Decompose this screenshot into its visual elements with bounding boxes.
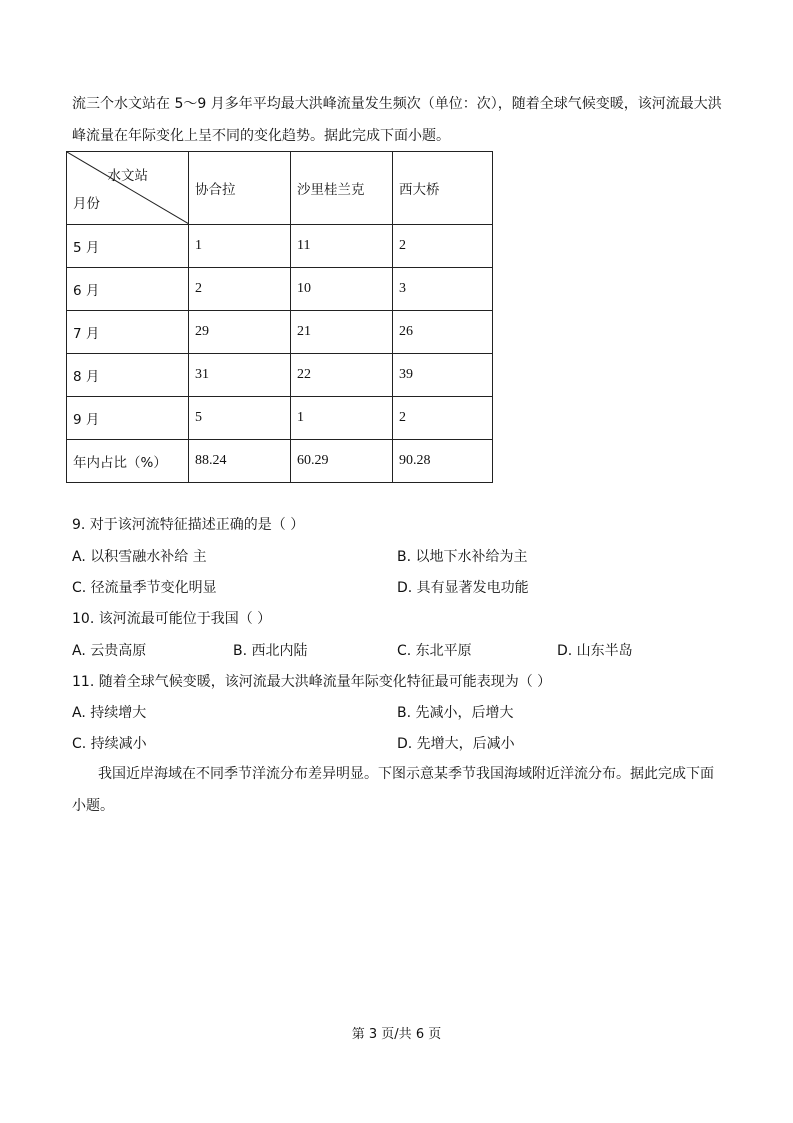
corner-label-station: 水文站 [107,168,148,184]
corner-label-month: 月份 [73,196,100,212]
question-10-option-c: C. 东北平原 [397,643,472,659]
station-header: 沙里桂兰克 [291,152,393,225]
table-cell: 88.24 [189,440,291,483]
row-label: 7 月 [67,311,189,354]
table-cell: 3 [393,268,493,311]
table-row [67,440,493,483]
question-10-option-d: D. 山东半岛 [557,643,633,659]
table-cell: 60.29 [291,440,393,483]
question-11-option-c: C. 持续减小 [72,736,147,752]
intro-line-1: 流三个水文站在 5～9 月多年平均最大洪峰流量发生频次（单位：次），随着全球气候变暖，该河流最大洪 [72,96,722,112]
passage-line-2: 小题。 [72,798,114,814]
passage-line-1: 我国近岸海域在不同季节洋流分布差异明显。下图示意某季节我国海域附近洋流分布。据此完成下面 [98,766,714,782]
diagonal-divider [67,152,189,224]
table-row [67,268,493,311]
table-cell: 2 [393,397,493,440]
question-9-option-c: C. 径流量季节变化明显 [72,580,217,596]
table-cell: 1 [189,225,291,268]
table-cell: 11 [291,225,393,268]
question-9-option-d: D. 具有显著发电功能 [397,580,529,596]
table-cell: 10 [291,268,393,311]
table-row [67,397,493,440]
row-label: 9 月 [67,397,189,440]
table-cell: 39 [393,354,493,397]
question-11-option-d: D. 先增大，后减小 [397,736,515,752]
question-11-option-b: B. 先减小，后增大 [397,705,514,721]
table-cell: 26 [393,311,493,354]
table-cell: 1 [291,397,393,440]
station-header: 西大桥 [393,152,493,225]
table-row [67,225,493,268]
table-header-row [67,152,493,225]
station-header: 协合拉 [189,152,291,225]
row-label: 8 月 [67,354,189,397]
table-cell: 22 [291,354,393,397]
question-11-option-a: A. 持续增大 [72,705,147,721]
question-9-option-b: B. 以地下水补给为主 [397,549,528,565]
table-cell: 2 [189,268,291,311]
question-10-option-a: A. 云贵高原 [72,643,147,659]
table-row [67,311,493,354]
table-cell: 2 [393,225,493,268]
row-label: 5 月 [67,225,189,268]
hydrology-table [66,151,493,483]
question-9-stem: 9. 对于该河流特征描述正确的是（ ） [72,517,305,533]
question-10-option-b: B. 西北内陆 [233,643,308,659]
table-corner-cell [67,152,189,225]
table-row [67,354,493,397]
page-footer: 第 3 页/共 6 页 [351,1027,442,1042]
question-11-stem: 11. 随着全球气候变暖，该河流最大洪峰流量年际变化特征最可能表现为（ ） [72,674,552,690]
table-cell: 31 [189,354,291,397]
question-9-option-a: A. 以积雪融水补给 主 [72,549,207,565]
intro-line-2: 峰流量在年际变化上呈不同的变化趋势。据此完成下面小题。 [72,128,450,144]
table-cell: 90.28 [393,440,493,483]
question-10-stem: 10. 该河流最可能位于我国（ ） [72,611,272,627]
table-cell: 29 [189,311,291,354]
table-cell: 21 [291,311,393,354]
row-label: 年内占比（%） [67,440,189,483]
row-label: 6 月 [67,268,189,311]
table-cell: 5 [189,397,291,440]
